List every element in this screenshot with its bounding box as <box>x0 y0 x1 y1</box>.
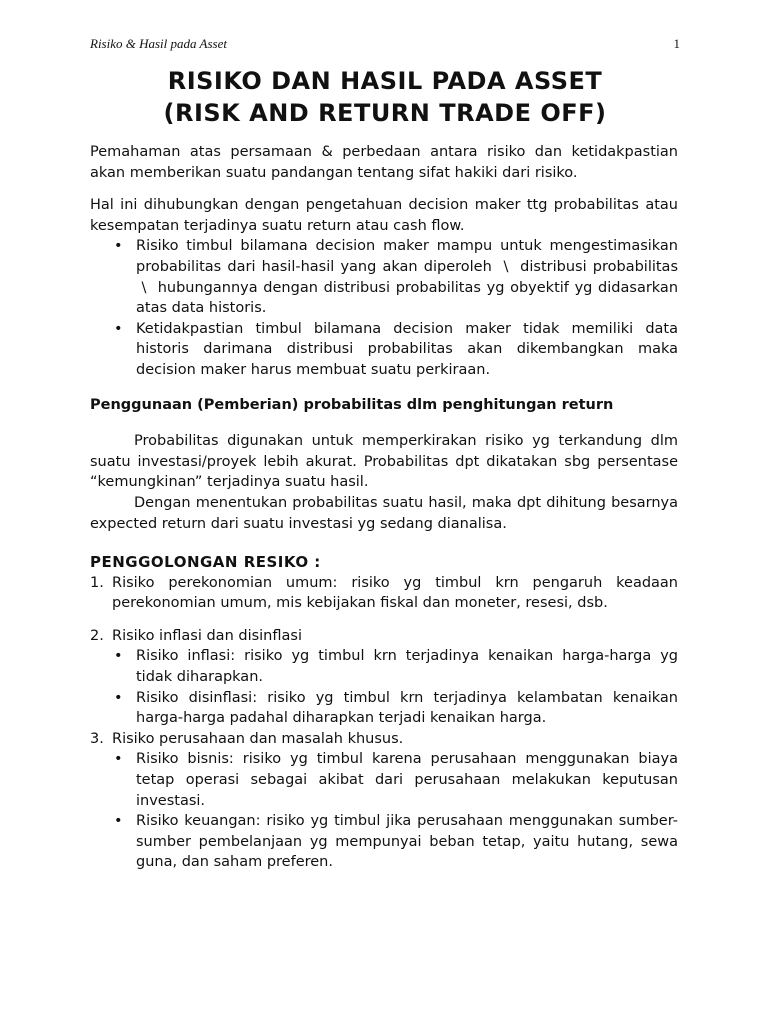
intro-paragraph-2: Hal ini dihubungkan dengan pengetahuan decision maker ttg probabilitas atau kesempatan terjadinya suatu return atau cash flow. <box>90 197 678 234</box>
list-item <box>90 626 678 647</box>
bullet-icon: • <box>114 320 123 337</box>
item-number: 3. <box>90 730 104 747</box>
document-body <box>90 142 678 873</box>
title-line-2: (RISK AND RETURN TRADE OFF) <box>163 99 607 127</box>
bullet-icon: • <box>114 751 123 768</box>
item-text: Risiko inflasi dan disinflasi <box>112 627 302 644</box>
probabilitas-paragraph-1: Probabilitas digunakan untuk memperkirakan risiko yg terkandung dlm suatu investasi/proyek lebih akurat. Probabilitas dpt dikatakan sbg persentase “kemungkinan” terjadinya suatu hasil. <box>90 433 678 491</box>
item-text: Risiko perusahaan dan masalah khusus. <box>112 730 404 747</box>
risk-category-list <box>90 573 678 647</box>
item-number: 1. <box>90 574 104 591</box>
list-item <box>90 319 678 381</box>
list-item <box>90 236 678 318</box>
list-item <box>90 811 678 873</box>
page-number: 1 <box>673 36 680 51</box>
bullet-text: Risiko bisnis: risiko yg timbul karena perusahaan menggunakan biaya tetap operasi sebagai akibat dari perusahaan melakukan keputusan investasi. <box>136 751 678 809</box>
bullet-text: Risiko timbul bilamana decision maker mampu untuk mengestimasikan probabilitas dari hasil-hasil yang akan diperoleh <box>136 238 678 275</box>
list-item <box>90 688 678 729</box>
intro-bullet-list <box>90 236 678 380</box>
bullet-text: Risiko disinflasi: risiko yg timbul krn terjadinya kelambatan kenaikan harga-harga padahal diharapkan terjadi kenaikan harga. <box>136 689 678 727</box>
item-text: Risiko perekonomian umum: risiko yg timbul krn pengaruh keadaan perekonomian umum, mis kebijakan fiskal dan moneter, resesi, dsb. <box>112 574 678 612</box>
handwritten-mark-icon: \ <box>503 258 509 275</box>
bullet-text: Ketidakpastian timbul bilamana decision maker tidak memiliki data historis darimana distribusi probabilitas akan dikembangkan maka decision maker harus membuat suatu perkiraan. <box>136 320 678 378</box>
list-item <box>90 729 678 750</box>
list-item <box>90 646 678 687</box>
bullet-text: distribusi probabilitas <box>520 258 678 275</box>
handwritten-mark-icon: \ <box>141 279 147 296</box>
list-item <box>90 573 678 614</box>
bullet-icon: • <box>114 648 123 665</box>
bullet-icon: • <box>114 238 123 255</box>
section-heading-penggolongan: PENGGOLONGAN RESIKO : <box>90 553 321 572</box>
item-number: 2. <box>90 627 104 644</box>
bullet-text: hubungannya dengan distribusi probabilitas yg obyektif yg didasarkan atas data historis. <box>136 279 679 317</box>
running-header <box>90 36 680 54</box>
title-line-1: RISIKO DAN HASIL PADA ASSET <box>167 67 603 95</box>
inflation-sub-list <box>90 646 678 728</box>
bullet-text: Risiko keuangan: risiko yg timbul jika perusahaan menggunakan sumber-sumber pembelanjaan yg mempunyai beban tetap, yaitu hutang, sewa guna, dan saham preferen. <box>136 813 678 871</box>
risk-category-list-cont <box>90 729 678 750</box>
running-title: Risiko & Hasil pada Asset <box>90 36 227 51</box>
bullet-icon: • <box>114 689 123 706</box>
bullet-icon: • <box>114 813 123 830</box>
bullet-text: Risiko inflasi: risiko yg timbul krn terjadinya kenaikan harga-harga yg tidak diharapkan. <box>136 648 678 686</box>
section-heading-probabilitas: Penggunaan (Pemberian) probabilitas dlm penghitungan return <box>90 396 614 413</box>
page-title <box>90 65 680 129</box>
intro-paragraph-1: Pemahaman atas persamaan & perbedaan antara risiko dan ketidakpastian akan memberikan suatu pandangan tentang sifat hakiki dari risiko. <box>90 144 678 181</box>
probabilitas-paragraph-2: Dengan menentukan probabilitas suatu hasil, maka dpt dihitung besarnya expected return dari suatu investasi yg sedang dianalisa. <box>90 494 678 532</box>
list-item <box>90 749 678 811</box>
company-risk-sub-list <box>90 749 678 873</box>
